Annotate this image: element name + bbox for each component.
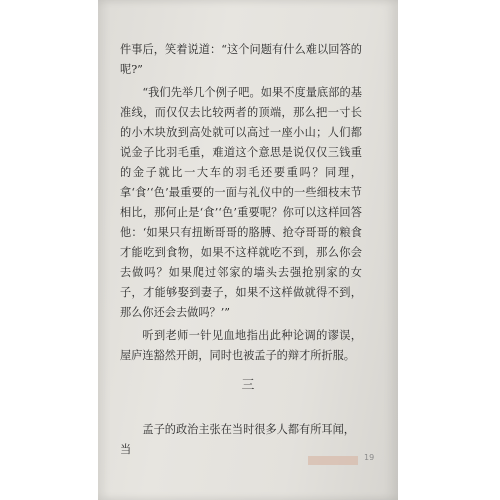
paragraph-conclusion: 听到老师一针见血地指出此种论调的谬误，屋庐连豁然开朗，同时也被孟子的辩才所折服。: [120, 329, 362, 362]
paragraph-examples: “我们先举几个例子吧。如果不度量底部的基准线，而仅仅去比较两者的顶端，那么把一寸长的小木块放到高处就可以高过一座小山；人们都说金子比羽毛重，难道这个意思是说仅仅三钱重的金子就比一大车的羽毛还要重吗？同理，拿‘食’‘色’最重要的一面与礼仪中的一些细枝末节相比，那何止是‘食’‘色’重要呢？你可以这样回答他：‘如果只有扭断哥哥的胳膊、抢夺哥哥的粮食才能吃到食物，如果不这样就吃不到，那么你会去做吗？如果爬过邻家的墙头去强抢别家的女子，才能够娶到妻子，如果不这样做就得不到，那么你还会去做吗？’”: [120, 86, 362, 319]
footer-decoration: [308, 456, 358, 465]
paragraph-continuation: 件事后，笑着说道：“这个问题有什么难以回答的呢?”: [120, 43, 362, 76]
page-number: 19: [364, 453, 375, 462]
section-number: 三: [241, 378, 255, 393]
book-page: [98, 0, 398, 500]
body-text: [120, 40, 362, 369]
paragraph-new-section: 孟子的政治主张在当时很多人都有所耳闻，当: [120, 423, 355, 456]
